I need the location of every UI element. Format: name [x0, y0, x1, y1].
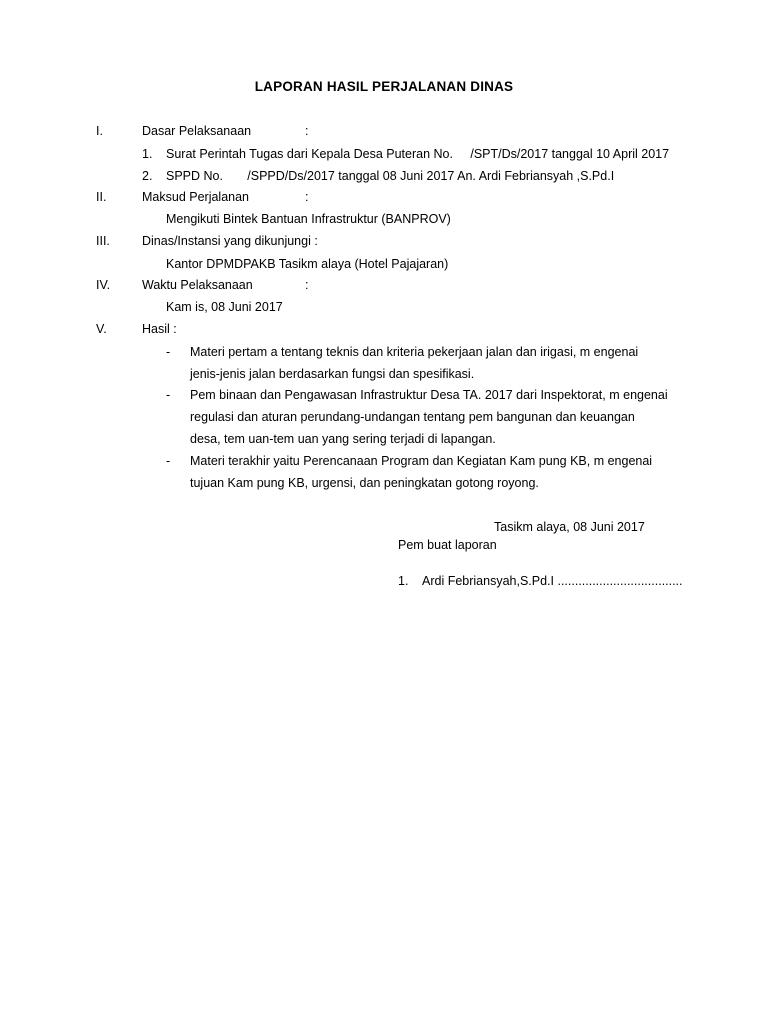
- result-3-bullet: -: [166, 454, 171, 468]
- result-1-line-2: jenis-jenis jalan berdasarkan fungsi dan spesifikasi.: [190, 367, 475, 381]
- result-2-line-2: regulasi dan aturan perundang-undangan tentang pem bangunan dan keuangan: [190, 410, 635, 424]
- section-5-number: V.: [96, 322, 107, 336]
- section-1-colon: :: [305, 124, 309, 138]
- section-3-label: Dinas/Instansi yang dikunjungi :: [142, 234, 318, 248]
- document-title: LAPORAN HASIL PERJALANAN DINAS: [254, 79, 514, 94]
- section-2-number: II.: [96, 190, 107, 204]
- result-3-line-2: tujuan Kam pung KB, urgensi, dan peningkatan gotong royong.: [190, 476, 539, 490]
- section-1-item-1-number: 1.: [142, 147, 153, 161]
- result-2-line-3: desa, tem uan-tem uan yang sering terjadi di lapangan.: [190, 432, 496, 446]
- signature-maker-label: Pem buat laporan: [398, 538, 497, 552]
- section-2-value: Mengikuti Bintek Bantuan Infrastruktur (BANPROV): [166, 212, 451, 226]
- section-3-number: III.: [96, 234, 110, 248]
- section-3-value: Kantor DPMDPAKB Tasikm alaya (Hotel Pajajaran): [166, 257, 449, 271]
- signature-number: 1.: [398, 574, 409, 588]
- section-4-label: Waktu Pelaksanaan: [142, 278, 253, 292]
- result-1-bullet: -: [166, 345, 171, 359]
- section-4-colon: :: [305, 278, 309, 292]
- result-2-bullet: -: [166, 388, 171, 402]
- section-1-number: I.: [96, 124, 103, 138]
- section-2-colon: :: [305, 190, 309, 204]
- signature-place-date: Tasikm alaya, 08 Juni 2017: [494, 520, 645, 534]
- section-1-item-2-text: SPPD No. /SPPD/Ds/2017 tanggal 08 Juni 2017 An. Ardi Febriansyah ,S.Pd.I: [166, 169, 615, 183]
- result-1-line-1: Materi pertam a tentang teknis dan kriteria pekerjaan jalan dan irigasi, m engenai: [190, 345, 639, 359]
- section-1-label: Dasar Pelaksanaan: [142, 124, 252, 138]
- section-1-item-1-text: Surat Perintah Tugas dari Kepala Desa Puteran No. /SPT/Ds/2017 tanggal 10 April 2017: [166, 147, 670, 161]
- signature-name-line: Ardi Febriansyah,S.Pd.I ....................................: [422, 574, 683, 588]
- result-2-line-1: Pem binaan dan Pengawasan Infrastruktur Desa TA. 2017 dari Inspektorat, m engenai: [190, 388, 668, 402]
- section-1-item-2-number: 2.: [142, 169, 153, 183]
- section-4-value: Kam is, 08 Juni 2017: [166, 300, 283, 314]
- section-5-label: Hasil :: [142, 322, 177, 336]
- section-2-label: Maksud Perjalanan: [142, 190, 250, 204]
- result-3-line-1: Materi terakhir yaitu Perencanaan Program dan Kegiatan Kam pung KB, m engenai: [190, 454, 653, 468]
- section-4-number: IV.: [96, 278, 111, 292]
